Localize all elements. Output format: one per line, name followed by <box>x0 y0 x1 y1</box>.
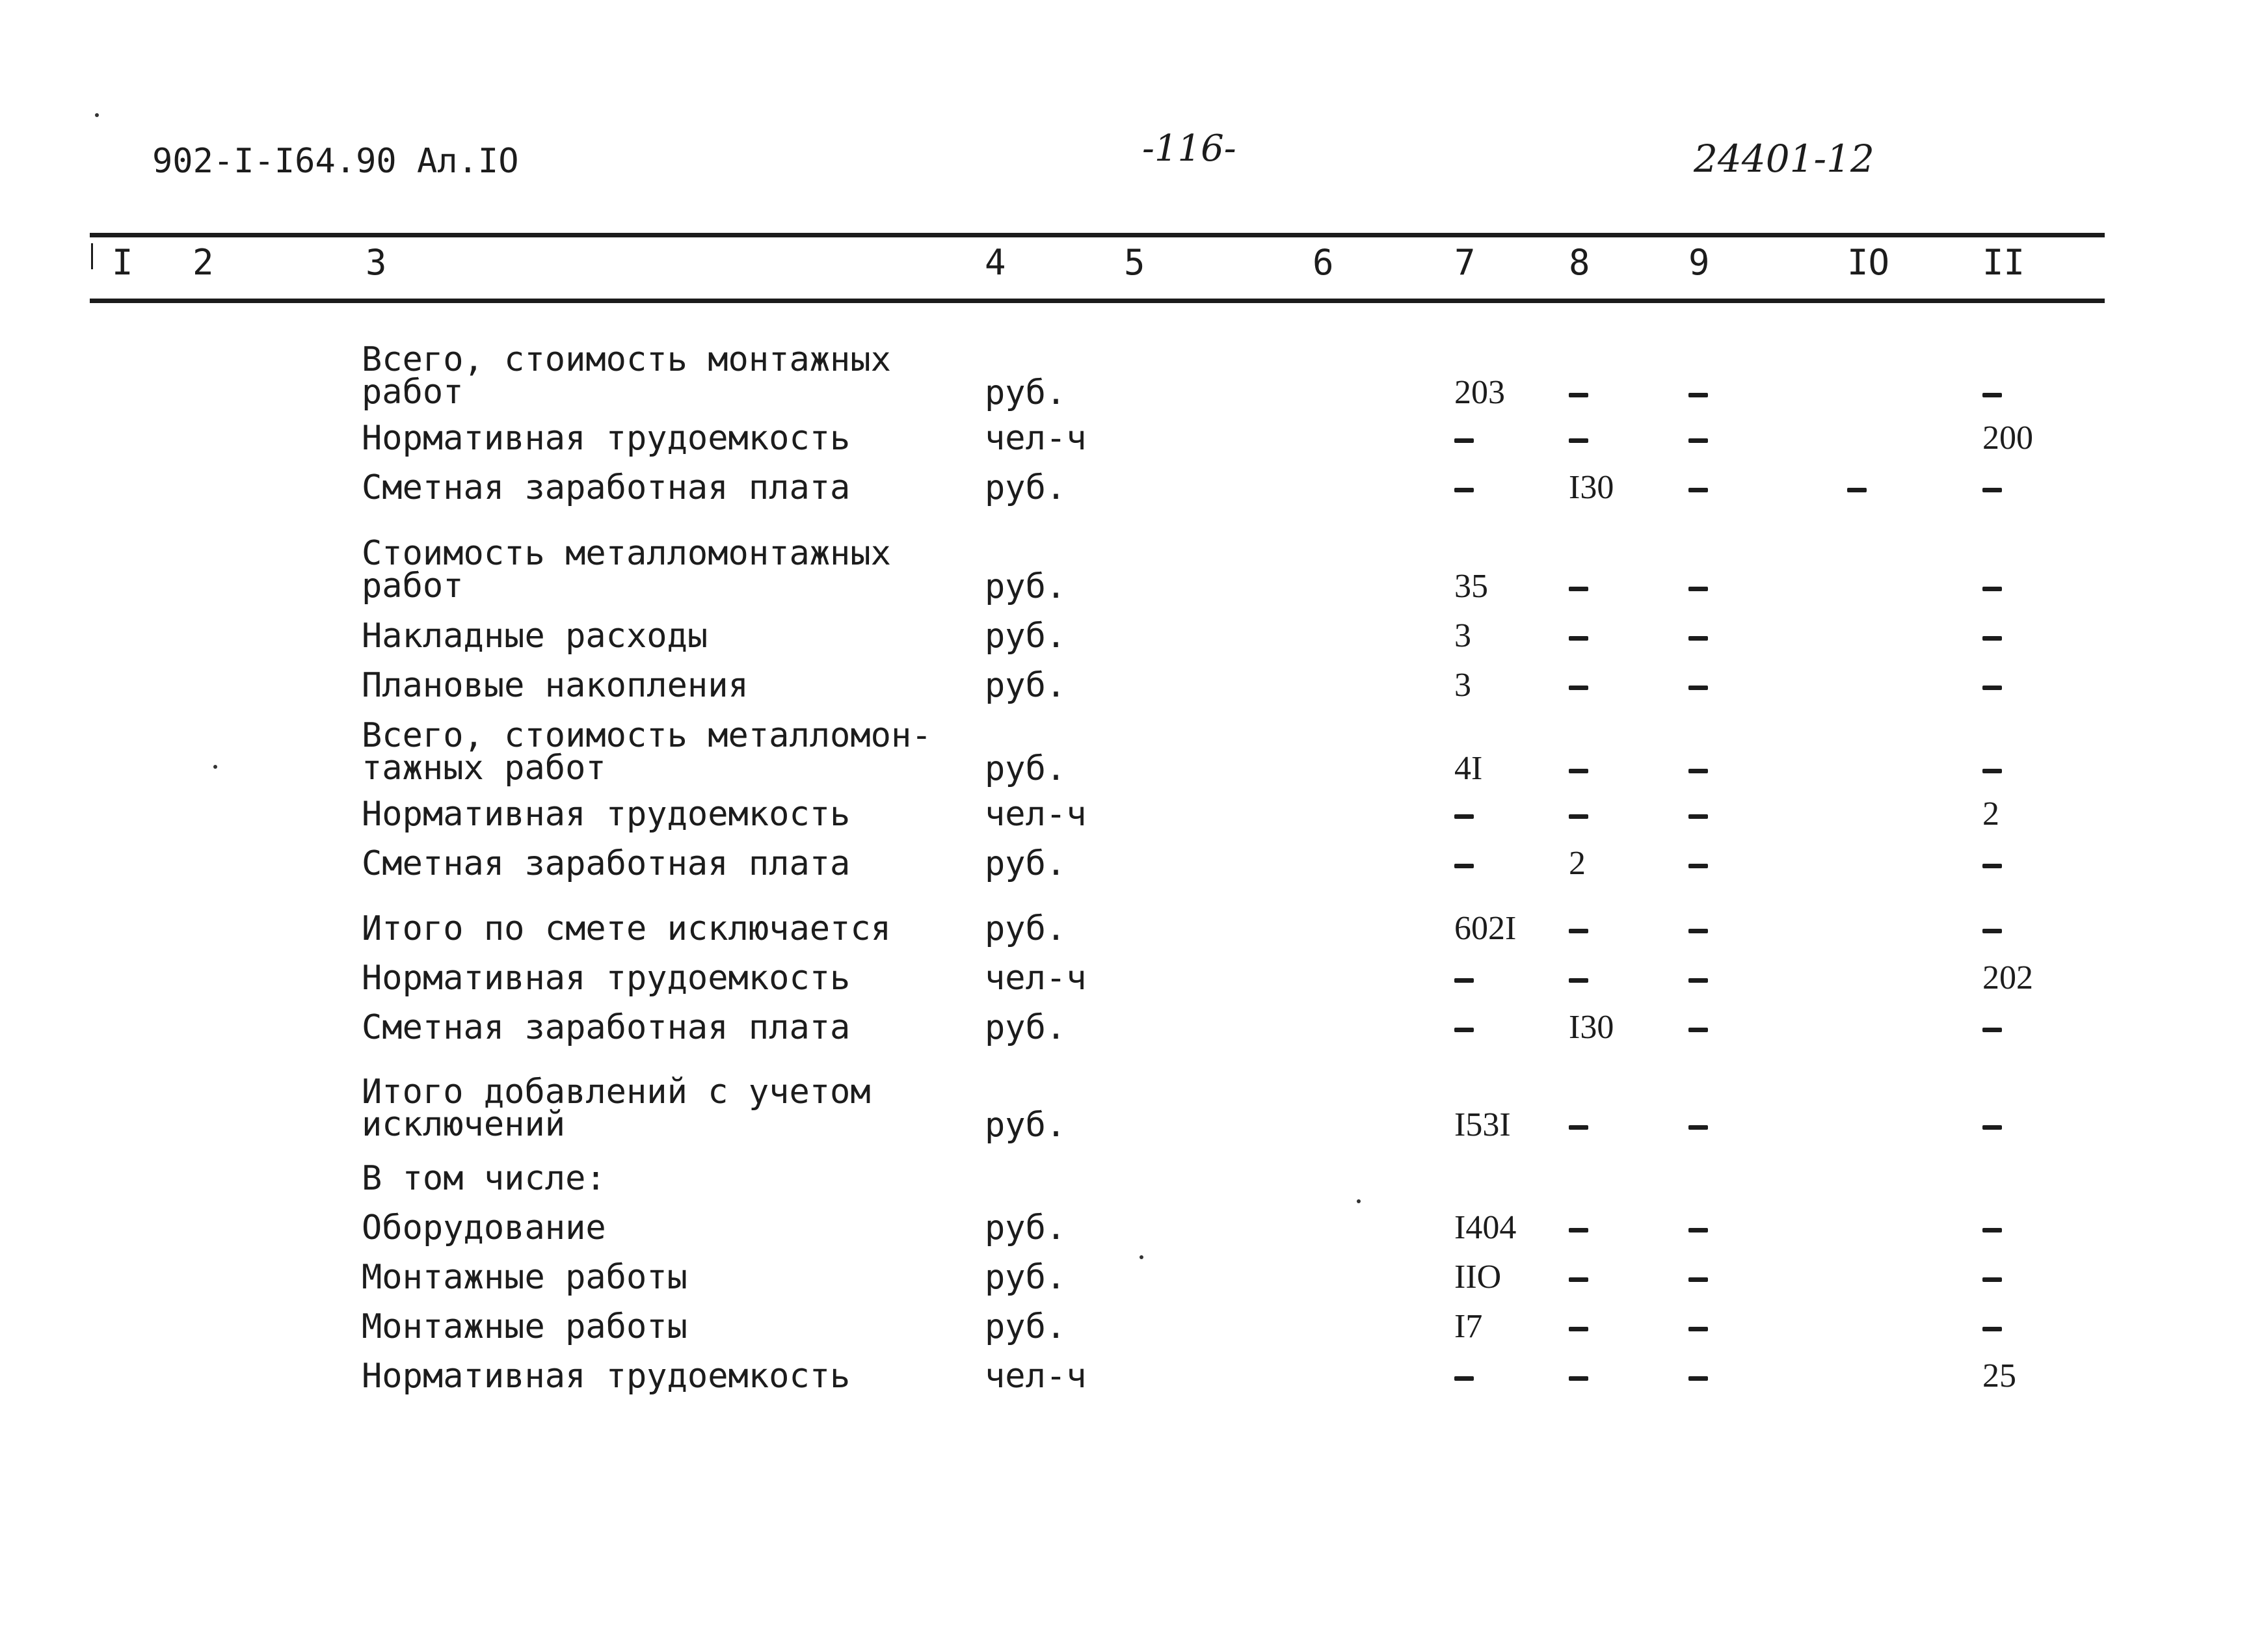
column-header-5: 5 <box>1124 242 1145 283</box>
row-value-c9 <box>1688 961 1700 995</box>
table-row <box>0 844 2266 895</box>
row-value-c11 <box>1982 376 1993 410</box>
row-value-c9 <box>1688 752 1700 786</box>
row-value-c9 <box>1688 619 1700 653</box>
column-header-11: II <box>1982 242 2025 283</box>
row-value-c9 <box>1688 797 1700 831</box>
row-description-line1: Нормативная трудоемкость <box>362 795 851 834</box>
scan-speck <box>1357 1199 1361 1203</box>
row-value-c8: I30 <box>1569 469 1614 506</box>
row-value-c7: 4I <box>1454 750 1483 787</box>
row-description-line2: тажных работ <box>362 749 606 788</box>
row-value-c7: 3 <box>1454 617 1471 654</box>
row-value-c8 <box>1569 619 1580 653</box>
table-row <box>0 468 2266 519</box>
row-value-c11 <box>1982 471 1993 505</box>
row-value-c8 <box>1569 752 1580 786</box>
row-description-line1: Оборудование <box>362 1208 606 1247</box>
row-description <box>362 959 851 998</box>
table-header-bottom-rule <box>90 299 2105 303</box>
row-value-c11 <box>1982 669 1993 702</box>
row-value-c9 <box>1688 376 1700 410</box>
row-value-c8: 2 <box>1569 845 1586 882</box>
column-header-2: 2 <box>193 242 214 283</box>
row-value-c8 <box>1569 1108 1580 1142</box>
row-unit: руб. <box>985 1008 1067 1047</box>
row-value-c8 <box>1569 1211 1580 1245</box>
row-unit: руб. <box>985 1307 1067 1346</box>
row-unit: руб. <box>985 1208 1067 1247</box>
scan-speck <box>1140 1255 1143 1259</box>
column-header-10: IO <box>1847 242 1890 283</box>
row-description <box>362 716 932 788</box>
table-row <box>0 340 2266 412</box>
row-value-c11 <box>1982 752 1993 786</box>
row-description <box>362 617 708 656</box>
row-unit: руб. <box>985 749 1067 788</box>
row-value-c11: 2 <box>1982 795 1999 833</box>
table-row <box>0 961 2266 1009</box>
row-description <box>362 468 851 507</box>
row-value-c9 <box>1688 669 1700 702</box>
table-row <box>0 534 2266 606</box>
table-row <box>0 1307 2266 1358</box>
row-description-line2: работ <box>362 566 464 606</box>
table-top-rule <box>90 233 2105 237</box>
row-description-line1: Сметная заработная плата <box>362 844 851 883</box>
column-header-9: 9 <box>1688 242 1710 283</box>
row-description-line2: работ <box>362 373 464 412</box>
row-description-line1: Итого добавлений с учетом <box>362 1072 871 1112</box>
row-description-line1: Плановые накопления <box>362 666 749 705</box>
row-unit: чел-ч <box>985 1357 1087 1396</box>
scan-speck <box>95 113 99 117</box>
row-value-c8 <box>1569 669 1580 702</box>
row-description-line1: Нормативная трудоемкость <box>362 1357 851 1396</box>
row-description <box>362 666 749 705</box>
row-unit: руб. <box>985 844 1067 883</box>
row-description-line1: Стоимость металломонтажных <box>362 534 891 573</box>
table-left-tick <box>91 243 93 269</box>
document-code: 902-I-I64.90 Ал.IO <box>152 142 519 181</box>
row-unit: руб. <box>985 1106 1067 1145</box>
row-value-c8 <box>1569 912 1580 946</box>
row-unit: руб. <box>985 617 1067 656</box>
row-description <box>362 1159 606 1198</box>
row-value-c7 <box>1454 421 1465 455</box>
row-description <box>362 795 851 834</box>
row-value-c7: 35 <box>1454 568 1488 605</box>
row-value-c9 <box>1688 1260 1700 1294</box>
row-unit: чел-ч <box>985 419 1087 458</box>
column-header-3: 3 <box>366 242 387 283</box>
row-unit: чел-ч <box>985 795 1087 834</box>
row-description <box>362 1357 851 1396</box>
row-value-c7: I404 <box>1454 1209 1517 1246</box>
table-row <box>0 1159 2266 1210</box>
row-description <box>362 534 891 606</box>
column-header-6: 6 <box>1313 242 1334 283</box>
table-row <box>0 666 2266 717</box>
scan-speck <box>213 765 217 769</box>
row-value-c7 <box>1454 961 1465 995</box>
row-value-c9 <box>1688 421 1700 455</box>
row-description-line1: В том числе: <box>362 1159 606 1198</box>
row-value-c9 <box>1688 570 1700 604</box>
row-value-c8: I30 <box>1569 1009 1614 1046</box>
row-unit: руб. <box>985 468 1067 507</box>
row-value-c8 <box>1569 421 1580 455</box>
row-value-c11 <box>1982 847 1993 881</box>
table-row <box>0 619 2266 667</box>
row-unit: руб. <box>985 666 1067 705</box>
column-header-7: 7 <box>1454 242 1476 283</box>
table-row <box>0 1072 2266 1145</box>
row-description <box>362 909 891 948</box>
row-value-c7: 3 <box>1454 667 1471 704</box>
row-value-c11: 202 <box>1982 959 2033 996</box>
row-value-c8 <box>1569 1310 1580 1344</box>
row-description <box>362 1072 871 1144</box>
row-value-c9 <box>1688 471 1700 505</box>
row-value-c7: I53I <box>1454 1106 1511 1143</box>
table-row <box>0 421 2266 470</box>
row-unit: руб. <box>985 567 1067 606</box>
row-value-c9 <box>1688 847 1700 881</box>
row-unit: руб. <box>985 1258 1067 1297</box>
row-value-c11: 200 <box>1982 420 2033 457</box>
row-value-c8 <box>1569 1260 1580 1294</box>
sheet-number: 24401-12 <box>1694 137 1874 181</box>
row-value-c7 <box>1454 471 1465 505</box>
page-number: -116- <box>1142 127 1236 170</box>
row-value-c7 <box>1454 797 1465 831</box>
row-unit: руб. <box>985 373 1067 412</box>
row-value-c8 <box>1569 1359 1580 1393</box>
row-description <box>362 1008 851 1047</box>
row-description-line1: Монтажные работы <box>362 1258 687 1297</box>
row-value-c7 <box>1454 1011 1465 1045</box>
row-value-c7 <box>1454 1359 1465 1393</box>
row-value-c11 <box>1982 1108 1993 1142</box>
row-description-line1: Накладные расходы <box>362 617 708 656</box>
table-row <box>0 909 2266 960</box>
row-value-c8 <box>1569 570 1580 604</box>
column-header-1: I <box>112 242 133 283</box>
row-value-c9 <box>1688 1011 1700 1045</box>
column-header-4: 4 <box>985 242 1006 283</box>
row-value-c11 <box>1982 1211 1993 1245</box>
table-row <box>0 1260 2266 1309</box>
row-value-c7: IIO <box>1454 1259 1502 1296</box>
row-value-c10 <box>1847 471 1858 505</box>
table-row <box>0 716 2266 788</box>
row-value-c8 <box>1569 961 1580 995</box>
row-description <box>362 1307 687 1346</box>
row-description-line1: Всего, стоимость металломон- <box>362 716 932 755</box>
row-value-c9 <box>1688 1211 1700 1245</box>
row-value-c8 <box>1569 376 1580 410</box>
row-value-c9 <box>1688 1310 1700 1344</box>
row-value-c9 <box>1688 912 1700 946</box>
row-description <box>362 1208 606 1247</box>
row-value-c11 <box>1982 1260 1993 1294</box>
row-description <box>362 1258 687 1297</box>
row-description <box>362 340 891 412</box>
row-description <box>362 419 851 458</box>
row-unit: руб. <box>985 909 1067 948</box>
row-description-line1: Сметная заработная плата <box>362 1008 851 1047</box>
row-description-line1: Нормативная трудоемкость <box>362 959 851 998</box>
row-value-c8 <box>1569 797 1580 831</box>
table-row <box>0 1208 2266 1259</box>
row-description-line1: Монтажные работы <box>362 1307 687 1346</box>
row-value-c11 <box>1982 1310 1993 1344</box>
row-value-c11 <box>1982 570 1993 604</box>
row-description-line1: Сметная заработная плата <box>362 468 851 507</box>
row-description <box>362 844 851 883</box>
row-value-c9 <box>1688 1108 1700 1142</box>
table-row <box>0 1008 2266 1059</box>
table-row <box>0 797 2266 846</box>
row-description-line1: Итого по смете исключается <box>362 909 891 948</box>
row-value-c7 <box>1454 847 1465 881</box>
row-value-c11 <box>1982 1011 1993 1045</box>
column-header-8: 8 <box>1569 242 1590 283</box>
table-row <box>0 1359 2266 1407</box>
row-description-line2: исключений <box>362 1105 566 1144</box>
row-value-c7: 602I <box>1454 910 1517 947</box>
row-value-c11 <box>1982 912 1993 946</box>
row-unit: чел-ч <box>985 959 1087 998</box>
row-description-line1: Нормативная трудоемкость <box>362 419 851 458</box>
row-value-c11: 25 <box>1982 1357 2016 1394</box>
row-value-c9 <box>1688 1359 1700 1393</box>
row-description-line1: Всего, стоимость монтажных <box>362 340 891 379</box>
row-value-c7: 203 <box>1454 374 1505 411</box>
row-value-c7: I7 <box>1454 1308 1483 1345</box>
row-value-c11 <box>1982 619 1993 653</box>
